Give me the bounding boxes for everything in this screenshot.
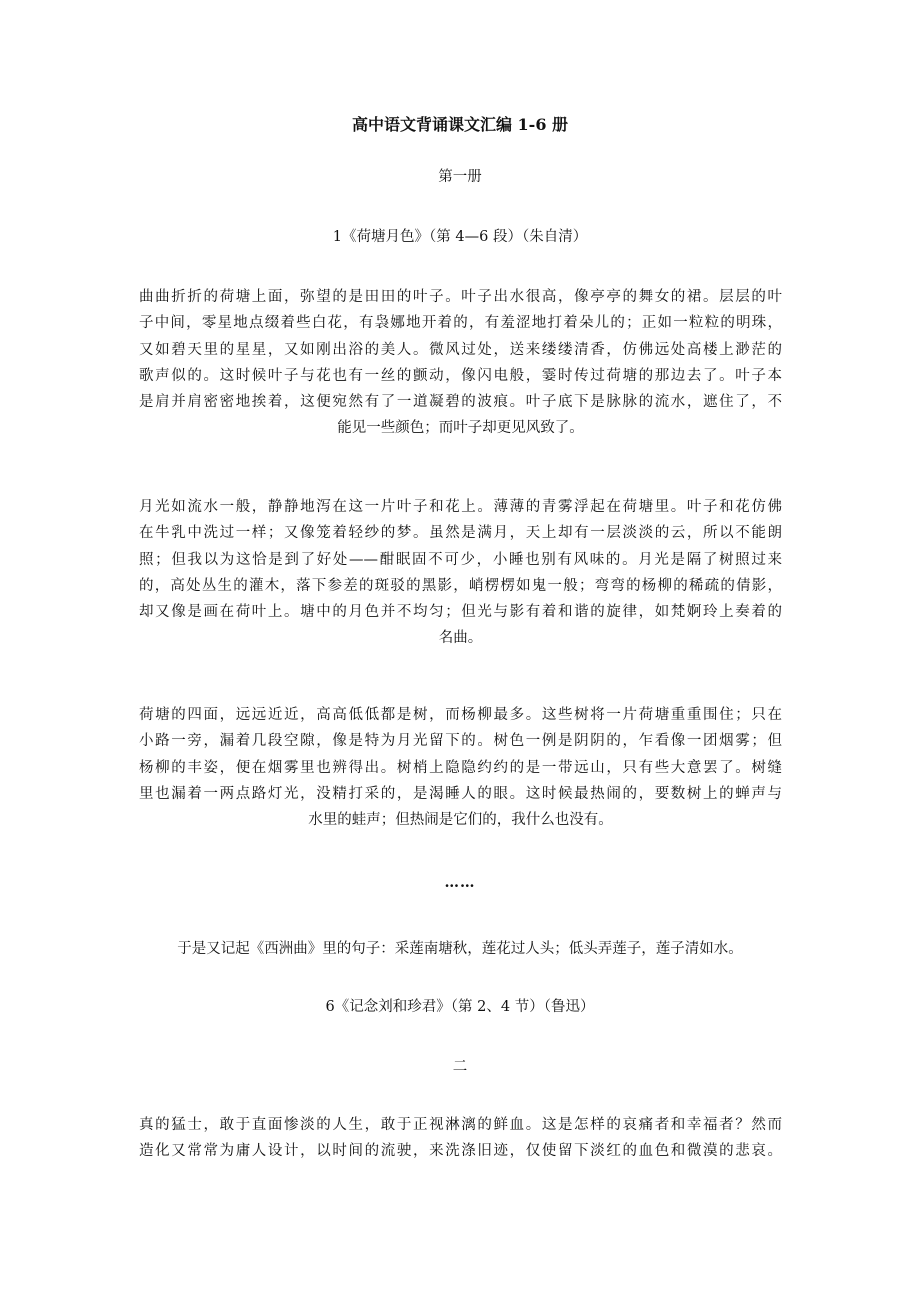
paragraph-line: 杨柳的丰姿，便在烟雾里也辨得出。树梢上隐隐约约的是一带远山，只有些大意罢了。树缝 [139, 759, 782, 776]
ellipsis-mark: …… [444, 874, 476, 891]
paragraph-line: 在牛乳中洗过一样；又像笼着轻纱的梦。虽然是满月，天上却有一层淡淡的云，所以不能朗 [139, 525, 782, 542]
lesson6-heading: 6《记念刘和珍君》（第 2、4 节）（鲁迅） [325, 999, 595, 1015]
paragraph-4 [139, 1112, 782, 1165]
paragraph-line: 却又像是画在荷叶上。塘中的月色并不均匀；但光与影有着和谐的旋律，如梵婀玲上奏着的 [139, 604, 782, 621]
section-number: 二 [452, 1059, 468, 1075]
paragraph-2 [139, 494, 782, 652]
paragraph-line: 的，高处丛生的灌木，落下参差的斑驳的黑影，峭楞楞如鬼一般；弯弯的杨柳的稀疏的倩影， [139, 577, 782, 594]
paragraph-line: 里也漏着一两点路灯光，没精打采的，是渴睡人的眼。这时候最热闹的，要数树上的蝉声与 [139, 785, 782, 802]
paragraph-1 [139, 284, 782, 442]
document-title: 高中语文背诵课文汇编 1-6 册 [351, 115, 569, 134]
volume-heading: 第一册 [438, 169, 482, 185]
paragraph-line: 是肩并肩密密地挨着，这便宛然有了一道凝碧的波痕。叶子底下是脉脉的流水，遮住了，不 [139, 394, 782, 411]
paragraph-line: 小路一旁，漏着几段空隙，像是特为月光留下的。树色一例是阴阴的，乍看像一团烟雾；但 [139, 733, 782, 750]
paragraph-line: 歌声似的。这时候叶子与花也有一丝的颤动，像闪电般，霎时传过荷塘的那边去了。叶子本 [139, 367, 782, 384]
paragraph-line: 水里的蛙声；但热闹是它们的，我什么也没有。 [308, 812, 613, 829]
paragraph-3 [139, 702, 782, 833]
paragraph-line: 子中间，零星地点缀着些白花，有袅娜地开着的，有羞涩地打着朵儿的；正如一粒粒的明珠， [139, 315, 782, 332]
paragraph-line: 照；但我以为这恰是到了好处——酣眠固不可少，小睡也别有风味的。月光是隔了树照过来 [139, 551, 782, 568]
paragraph-line: 能见一些颜色；而叶子却更见风致了。 [337, 420, 584, 437]
paragraph-line: 月光如流水一般，静静地泻在这一片叶子和花上。薄薄的青雾浮起在荷塘里。叶子和花仿佛 [139, 499, 782, 515]
lesson1-heading: 1《荷塘月色》（第 4—6 段）（朱自清） [332, 229, 588, 245]
paragraph-line: 名曲。 [438, 630, 483, 647]
paragraph-line: 真的猛士，敢于直面惨淡的人生，敢于正视淋漓的鲜血。这是怎样的哀痛者和幸福者？然而 [139, 1117, 782, 1133]
paragraph-line: 又如碧天里的星星，又如刚出浴的美人。微风过处，送来缕缕清香，仿佛远处高楼上渺茫的 [139, 341, 782, 358]
quote-line: 于是又记起《西洲曲》里的句子：采莲南塘秋，莲花过人头；低头弄莲子，莲子清如水。 [177, 941, 743, 957]
paragraph-line: 荷塘的四面，远远近近，高高低低都是树，而杨柳最多。这些树将一片荷塘重重围住；只在 [139, 707, 782, 723]
paragraph-line: 曲曲折折的荷塘上面，弥望的是田田的叶子。叶子出水很高，像亭亭的舞女的裙。层层的叶 [139, 289, 782, 305]
paragraph-line: 造化又常常为庸人设计，以时间的流驶，来洗涤旧迹，仅使留下淡红的血色和微漠的悲哀。 [139, 1143, 782, 1160]
